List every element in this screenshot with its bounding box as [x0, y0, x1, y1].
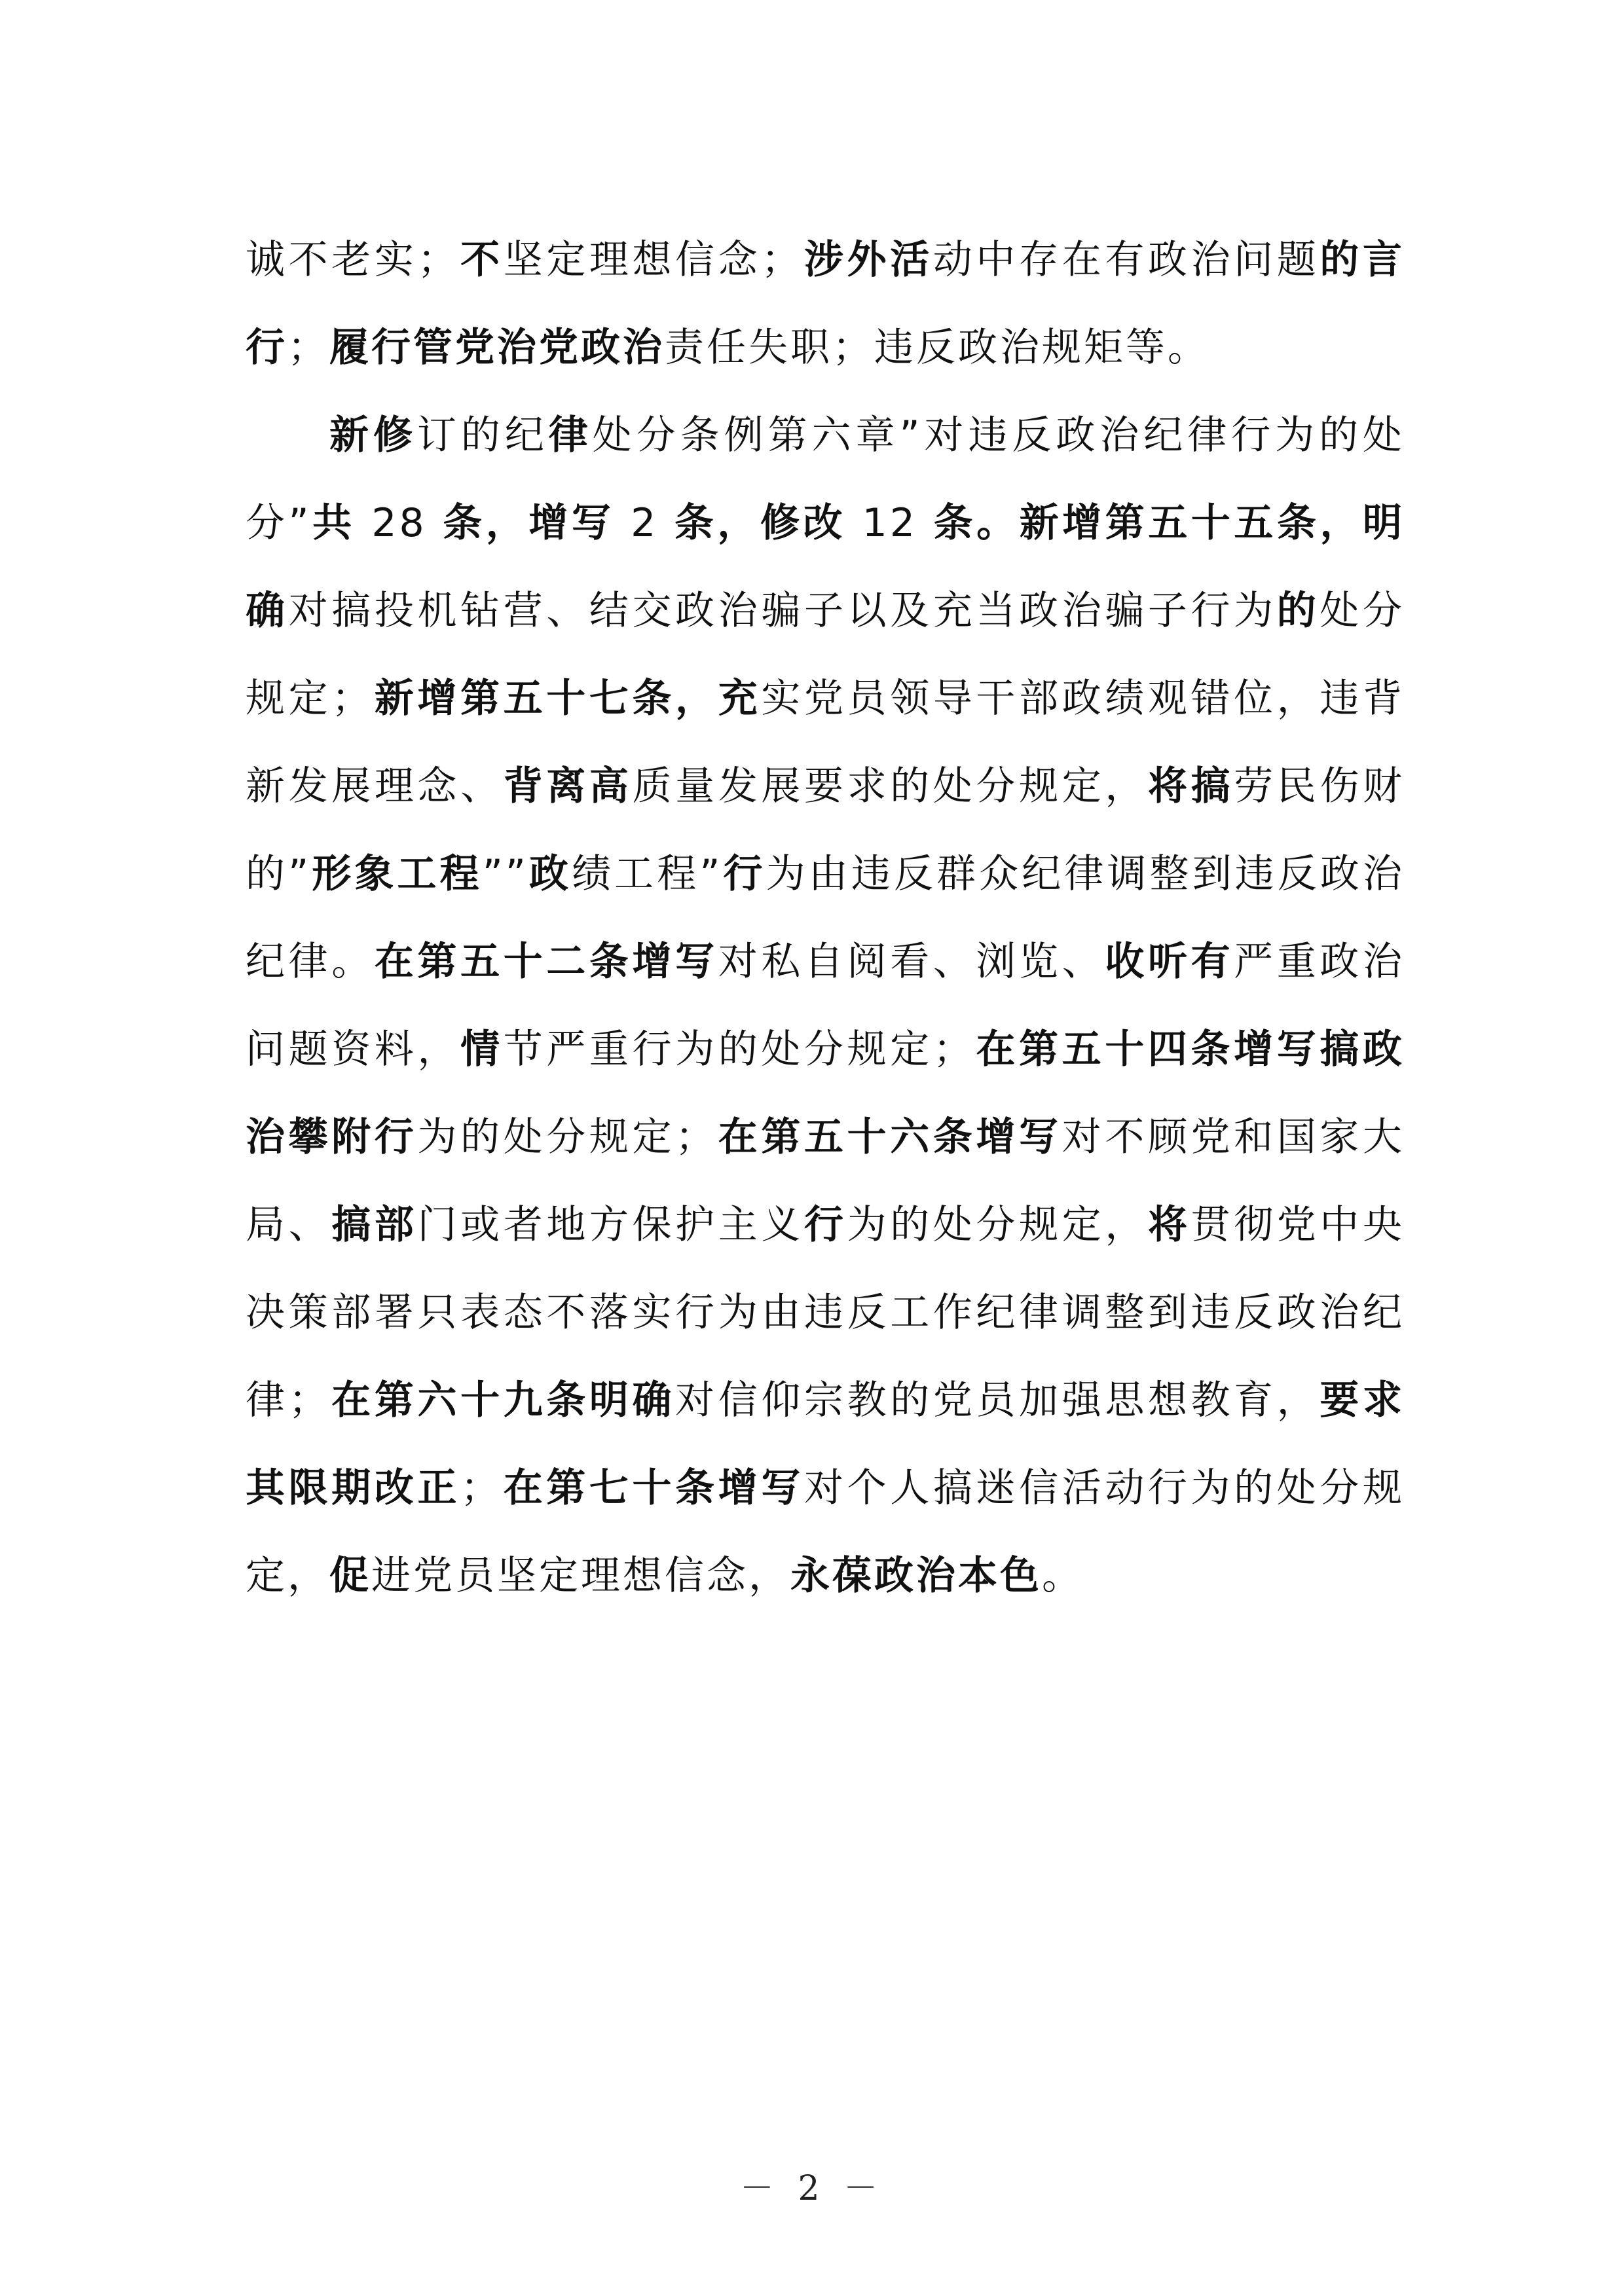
bold-text-run: 行 — [804, 1202, 847, 1248]
text-run: ； — [287, 325, 329, 371]
text-run: 劳民伤财的” — [246, 763, 1405, 897]
paragraph-2 — [246, 392, 1405, 1620]
bold-text-run: 永葆政治本色 — [790, 1553, 1042, 1599]
text-run: 质量发展要求的处分规定， — [632, 763, 1148, 809]
bold-text-run: 搞部 — [331, 1202, 418, 1248]
text-run: ； — [460, 1465, 503, 1511]
text-run: 28 — [355, 500, 443, 546]
bold-text-run: 将 — [1147, 1202, 1191, 1248]
text-run: 进党员坚定理想信念， — [371, 1553, 790, 1599]
paragraph-1 — [246, 216, 1405, 392]
text-run: 12 — [846, 500, 934, 546]
text-run: 门或者地方保护主义 — [417, 1202, 805, 1248]
bold-text-run: 促 — [329, 1553, 371, 1599]
bold-text-run: 的言行 — [246, 237, 1405, 371]
text-run: 诚不老实； — [246, 237, 460, 283]
bold-text-run: 形象工程 — [311, 851, 483, 897]
text-run: 对个人搞迷信活动行为的处分规定， — [246, 1465, 1405, 1599]
text-run: 为的处分规定； — [417, 1114, 718, 1160]
bold-text-run: 律 — [548, 412, 593, 458]
bold-text-run: 共 — [311, 500, 356, 546]
text-run: 动中存在有政治问题 — [932, 237, 1320, 283]
bold-text-run: 履行管党治党政治 — [329, 325, 665, 371]
text-run: 严重政治问题资料， — [246, 939, 1405, 1072]
bold-text-run: 在第五十六条增写 — [717, 1114, 1062, 1160]
bold-text-run: 将搞 — [1147, 763, 1234, 809]
text-run: 为的处分规定， — [847, 1202, 1148, 1248]
bold-text-run: 在第六十九条明确 — [330, 1377, 676, 1423]
bold-text-run: 背离高 — [503, 763, 633, 809]
text-run: 节严重行为的处分规定； — [503, 1027, 975, 1072]
bold-text-run: 政 — [528, 851, 572, 897]
bold-text-run: 收听有 — [1105, 939, 1234, 985]
text-run: 对私自阅看、浏览、 — [718, 939, 1105, 985]
bold-text-run: 不 — [459, 237, 504, 283]
bold-text-run: 情 — [460, 1027, 504, 1072]
text-run: 2 — [614, 500, 674, 546]
text-run: 处分条例第六章”对违反政治纪律行为的处分” — [246, 412, 1405, 546]
text-run: 贯彻党中央决策部署只表态不落实行为由违反工作纪律调整到违反政治纪律； — [246, 1202, 1405, 1423]
bold-text-run: 涉外活 — [803, 237, 933, 283]
text-run: 订的纪 — [416, 412, 549, 458]
text-run: 对信仰宗教的党员加强思想教育， — [675, 1377, 1320, 1423]
bold-text-run: 在第五十二条增写 — [374, 939, 718, 985]
page-number: － 2 － — [739, 2169, 885, 2208]
text-run: ”” — [482, 851, 528, 897]
text-run: 处分规定； — [246, 588, 1405, 721]
bold-text-run: 要求其限期改正 — [246, 1377, 1405, 1511]
text-run: 。 — [1042, 1553, 1084, 1599]
text-run: 坚定理想信念； — [503, 237, 803, 283]
bold-text-run: 行 — [722, 851, 766, 897]
text-run: 为由违反群众纪律调整到违反政治纪律。 — [246, 851, 1405, 985]
bold-text-run: 的 — [1276, 588, 1320, 634]
text-run: 对不顾党和国家大局、 — [246, 1114, 1405, 1248]
bold-text-run: 在第五十四条增写搞政治攀附行 — [246, 1027, 1405, 1160]
bold-text-run: 新修 — [329, 412, 417, 458]
bold-text-run: 条。新增第五十五条，明确 — [246, 500, 1405, 634]
text-run: 对搞投机钻营、结交政治骗子以及充当政治骗子行为 — [288, 588, 1277, 634]
body-text — [246, 216, 1405, 1620]
bold-text-run: 条，增写 — [443, 500, 615, 546]
text-run: 实党员领导干部政绩观错位，违背新发展理念、 — [246, 676, 1405, 809]
bold-text-run: 在第七十条增写 — [502, 1465, 805, 1511]
bold-text-run: 条，修改 — [674, 500, 847, 546]
bold-text-run: 新增第五十七条，充 — [373, 676, 762, 721]
text-run: 绩工程” — [572, 851, 723, 897]
text-run: 责任失职；违反政治规矩等。 — [665, 325, 1209, 371]
